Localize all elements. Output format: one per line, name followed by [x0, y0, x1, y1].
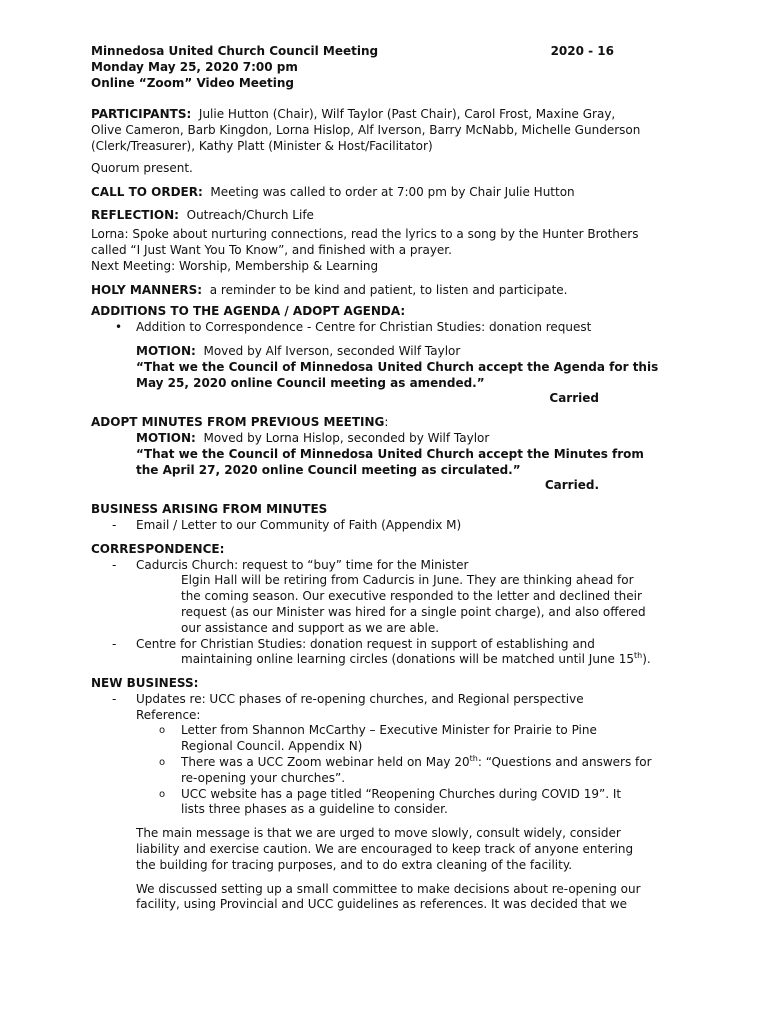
- correspondence-heading: CORRESPONDENCE:: [91, 541, 225, 556]
- resolution-line: “That we the Council of Minnedosa United Church accept the Minutes from: [136, 446, 644, 461]
- sub-item-text: [181, 755, 652, 771]
- paragraph-line: liability and exercise caution. We are encouraged to keep track of anyone entering: [136, 842, 634, 857]
- document-page: [91, 44, 691, 913]
- circle-bullet-icon: o: [159, 788, 166, 800]
- participants-label: PARTICIPANTS:: [91, 107, 192, 122]
- call-to-order: [91, 185, 691, 201]
- dash-marker: -: [112, 636, 117, 651]
- list-item: [91, 637, 691, 653]
- list-item: [91, 518, 691, 534]
- meeting-venue: Online “Zoom” Video Meeting: [91, 75, 295, 90]
- header-line-1: [91, 44, 691, 60]
- business-arising-item: Email / Letter to our Community of Faith (Appendix M): [136, 517, 462, 532]
- resolution-line: May 25, 2020 online Council meeting as amended.”: [136, 375, 485, 390]
- reflection-topic: Outreach/Church Life: [186, 208, 314, 223]
- motion-label: MOTION:: [136, 343, 196, 358]
- resolution-line: the April 27, 2020 online Council meeting as circulated.”: [136, 462, 521, 477]
- business-arising-heading: BUSINESS ARISING FROM MINUTES: [91, 502, 328, 517]
- motion-line: [136, 344, 691, 360]
- heading-colon: :: [384, 415, 389, 430]
- call-to-order-label: CALL TO ORDER:: [91, 184, 203, 199]
- new-business-item: Updates re: UCC phases of re-opening churches, and Regional perspective: [136, 691, 584, 706]
- motion-result: Carried.: [544, 478, 599, 493]
- minutes-number: 2020 - 16: [550, 44, 614, 58]
- motion-line: [136, 431, 691, 447]
- paragraph-line: The main message is that we are urged to move slowly, consult widely, consider: [136, 826, 621, 841]
- list-item: [91, 558, 691, 574]
- detail-text: There was a UCC Zoom webinar held on May 20: [181, 755, 470, 770]
- sub-item-text: UCC website has a page titled “Reopening Churches during COVID 19”. It: [181, 786, 622, 801]
- circle-bullet-icon: o: [159, 725, 166, 737]
- correspondence-item: Centre for Christian Studies: donation request in support of establishing and: [136, 636, 595, 651]
- motion-label: MOTION:: [136, 430, 196, 445]
- detail-text: ).: [642, 652, 651, 667]
- superscript: th: [469, 754, 478, 764]
- motion-text: Moved by Alf Iverson, seconded Wilf Taylor: [203, 343, 461, 358]
- participants-section: [91, 107, 691, 154]
- motion-result: Carried: [549, 391, 599, 406]
- reflection-line: called “I Just Want You To Know”, and finished with a prayer.: [91, 242, 452, 257]
- correspondence-detail: Elgin Hall will be retiring from Cadurcis in June. They are thinking ahead for: [181, 573, 634, 588]
- holy-manners-label: HOLY MANNERS:: [91, 282, 203, 297]
- sub-item-text: Regional Council. Appendix N): [181, 739, 363, 754]
- holy-manners: [91, 283, 691, 299]
- reference-label: Reference:: [136, 707, 201, 722]
- list-item: [91, 692, 691, 708]
- paragraph-line: facility, using Provincial and UCC guidelines as references. It was decided that we: [136, 897, 628, 912]
- participants-line: Julie Hutton (Chair), Wilf Taylor (Past Chair), Carol Frost, Maxine Gray,: [198, 107, 616, 122]
- motion-text: Moved by Lorna Hislop, seconded by Wilf Taylor: [203, 430, 490, 445]
- sub-item-text: Letter from Shannon McCarthy – Executive Minister for Prairie to Pine: [181, 723, 597, 738]
- quorum-text: Quorum present.: [91, 160, 193, 175]
- correspondence-detail: the coming season. Our executive responded to the letter and declined their: [181, 589, 642, 604]
- meeting-date: Monday May 25, 2020 7:00 pm: [91, 59, 298, 74]
- sub-item-text: re-opening your churches”.: [181, 770, 346, 785]
- participants-line: Olive Cameron, Barb Kingdon, Lorna Hislop, Alf Iverson, Barry McNabb, Michelle Gunderson: [91, 123, 641, 138]
- reflection-label: REFLECTION:: [91, 208, 179, 223]
- circle-bullet-icon: o: [159, 757, 166, 769]
- reflection-line: Lorna: Spoke about nurturing connections, read the lyrics to a song by the Hunter Brothers: [91, 227, 639, 242]
- call-to-order-text: Meeting was called to order at 7:00 pm by Chair Julie Hutton: [210, 184, 575, 199]
- new-business-heading: NEW BUSINESS:: [91, 676, 199, 691]
- minutes-heading: ADOPT MINUTES FROM PREVIOUS MEETING: [91, 415, 385, 430]
- superscript: th: [634, 651, 643, 661]
- correspondence-detail: our assistance and support as we are able.: [181, 620, 440, 635]
- dash-marker: -: [112, 691, 117, 706]
- participants-line: (Clerk/Treasurer), Kathy Platt (Minister & Host/Facilitator): [91, 138, 433, 153]
- bullet-icon: •: [115, 320, 123, 335]
- holy-manners-text: a reminder to be kind and patient, to listen and participate.: [209, 282, 568, 297]
- minutes-heading-line: [91, 415, 691, 431]
- reflection-line: Next Meeting: Worship, Membership & Learning: [91, 258, 379, 273]
- correspondence-detail: request (as our Minister was hired for a single point charge), and also offered: [181, 604, 646, 619]
- resolution-line: “That we the Council of Minnedosa United Church accept the Agenda for this: [136, 359, 659, 374]
- sub-list-item: [159, 723, 691, 739]
- paragraph-line: We discussed setting up a small committee to make decisions about re-opening our: [136, 881, 641, 896]
- correspondence-item: Cadurcis Church: request to “buy” time for the Minister: [136, 557, 469, 572]
- reflection-heading: [91, 208, 691, 224]
- dash-marker: -: [112, 557, 117, 572]
- detail-text: maintaining online learning circles (donations will be matched until June 15: [181, 652, 634, 667]
- sub-list-item: [159, 755, 691, 771]
- list-item: [115, 320, 691, 336]
- additions-heading: ADDITIONS TO THE AGENDA / ADOPT AGENDA:: [91, 304, 406, 319]
- correspondence-detail: [181, 652, 691, 668]
- detail-text: : “Questions and answers for: [477, 755, 652, 770]
- dash-marker: -: [112, 517, 117, 532]
- sub-list-item: [159, 787, 691, 803]
- additions-item: Addition to Correspondence - Centre for Christian Studies: donation request: [136, 320, 592, 335]
- meeting-title: Minnedosa United Church Council Meeting: [91, 44, 379, 58]
- paragraph-line: the building for tracing purposes, and to do extra cleaning of the facility.: [136, 857, 573, 872]
- sub-item-text: lists three phases as a guideline to consider.: [181, 802, 448, 817]
